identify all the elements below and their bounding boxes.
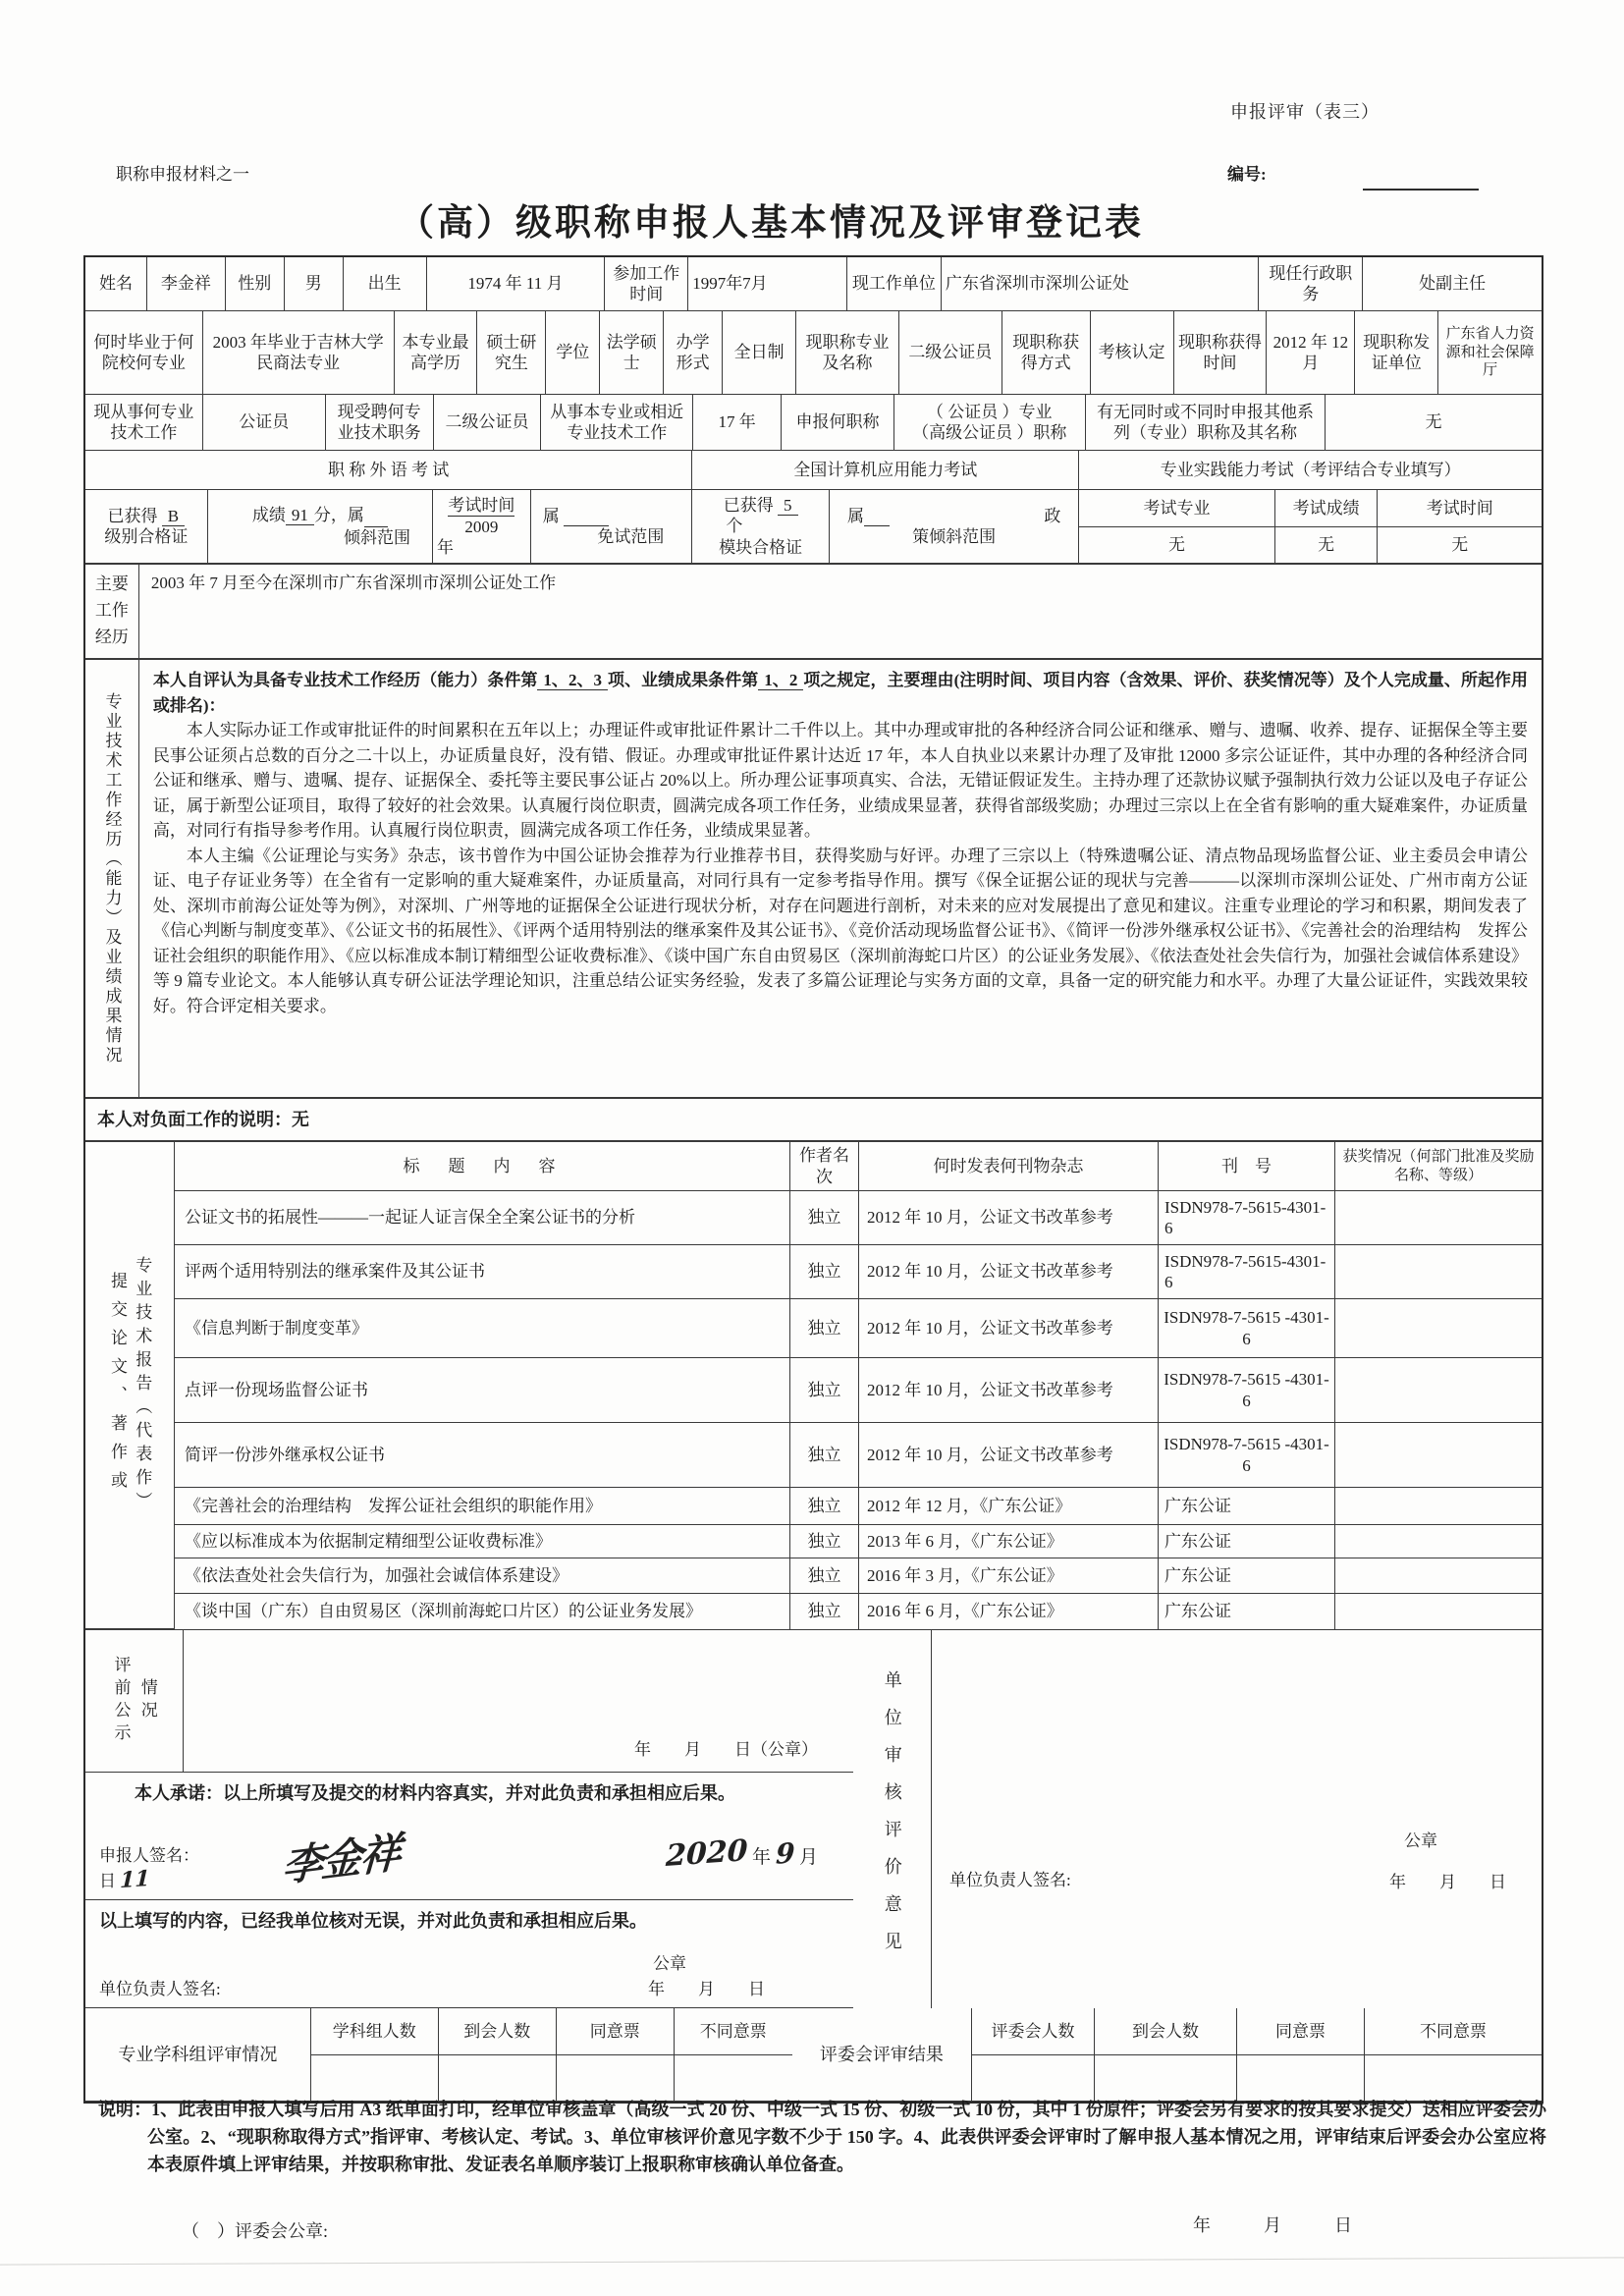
- practice-score-label: 考试成绩: [1275, 490, 1378, 527]
- papers-col-title: 标 题 内 容: [175, 1142, 790, 1191]
- publicity-label-sub: 情况: [137, 1678, 157, 1723]
- foreign-score-cell: 成绩 91 分，属 倾斜范围: [208, 490, 433, 565]
- other-series-label: 有无同时或不同时申报其他系列（专业）职称及其名称: [1086, 395, 1326, 451]
- paper-title: 《依法查处社会失信行为，加强社会诚信体系建设》: [175, 1558, 790, 1594]
- committee-agree-value: [1237, 2055, 1365, 2102]
- promise-text: 本人承诺：以上所填写及提交的材料内容真实，并对此负责和承担相应后果。: [135, 1783, 735, 1803]
- title-name-value: 二级公证员: [899, 311, 1002, 395]
- unit-audit-date-line: 年 月 日: [1389, 1872, 1506, 1891]
- negative-note: 本人对负面工作的说明：无: [85, 1099, 1542, 1142]
- work-years-label: 从事本专业或相近专业技术工作: [541, 395, 693, 451]
- achievement-paragraph-1: 本人实际办证工作或审批证件的时间累积在五年以上；办理证件或审批证件累计二千件以上。其中办理或审批的各种经济合同公证和继承、赠与、遗嘱、收养、提存、证据保全等主要民事公证须占总数的百分之二十以上，办证质量良好，没有错、假证。办理或审批证件累计达近 17 年，本人自执业以来累计办理了及审批 12000 多宗公证证件，其中办理的各种经济合同公证和继承、赠与、遗嘱、提存、证据保全、委托等主要民事公证占 20%以上。所办理公证事项真实、合法，无错证假证发生。主持办理了还款协议赋予强制执行效力公证以及电子存证公证，属于新型公证项目，取得了较好的社会效果。认真履行岗位职责，圆满完成各项工作任务，业绩成果显著，获得省部级奖励；办理过三宗以上在全省有影响的重大疑难案件，办证质量高，对同行有指导参考作用。认真履行岗位职责，圆满完成各项工作任务，业绩成果显著。: [152, 721, 1528, 840]
- title-time-value: 2012 年 12 月: [1267, 311, 1355, 395]
- paper-author: 独立: [790, 1594, 859, 1630]
- group-members-value: [311, 2055, 439, 2102]
- papers-header-row: [175, 1142, 1542, 1191]
- committee-seal-label: （ ）评委会公章:: [182, 2221, 329, 2241]
- group-disagree-header: 不同意票: [675, 2008, 792, 2055]
- paper-author: 独立: [790, 1245, 859, 1299]
- other-series-value: 无: [1326, 395, 1542, 451]
- paper-award: [1335, 1488, 1542, 1525]
- work-history-label: 主要工作经历: [85, 565, 139, 660]
- unit-confirm-sign-label: 单位负责人签名:: [99, 1979, 221, 1998]
- paper-row: [175, 1358, 1542, 1423]
- row-education: [85, 311, 1542, 395]
- module-count-value: 5: [778, 496, 798, 516]
- paper-title: 简评一份涉外继承权公证书: [175, 1423, 790, 1488]
- condition-nums-2: 1、2: [758, 671, 803, 690]
- unit-audit-sign-label: 单位负责人签名:: [949, 1870, 1071, 1889]
- papers-sidebar-inner: 专业技术报告（代表作）: [133, 1255, 152, 1515]
- graduation-label: 何时毕业于何院校何专业: [85, 311, 203, 395]
- publicity-row: [85, 1630, 853, 1773]
- publicity-label: [85, 1630, 184, 1773]
- publicity-label-main: 评前公示: [111, 1656, 131, 1746]
- apply-title-line2: （高级公证员 ）职称: [912, 423, 1067, 442]
- instructions-note: 说明：1、此表由申报人填写后用 A3 纸单面打印，经单位审核盖章（高级一式 20 份、中级一式 15 份、初级一式 10 份，其中 1 份原件；评委会另有要求的按其要求提交）送相应评委会办公室。2、“现职称取得方式”指评审、考核认定、考试。3、单位审核评价意见字数不少于 150 字。4、此表供评委会评审时了解申报人基本情况之用，评审结束后评委会办公室应将本表原件填上评审结果，并按职称审批、发证表名单顺序装订上报职称审核确认单位备查。: [98, 2100, 1546, 2174]
- foreign-cert-cell: 已获得 B 级别合格证: [85, 490, 208, 565]
- admin-post-label: 现任行政职务: [1259, 257, 1363, 311]
- promise-date: 2020 年 9 月: [665, 1832, 818, 1874]
- row-work-history: [85, 565, 1542, 660]
- paper-award: [1335, 1191, 1542, 1245]
- paper-publish: 2012 年 10 月，公证文书改革参考: [859, 1423, 1159, 1488]
- paper-row: [175, 1299, 1542, 1358]
- school-mode-value: 全日制: [723, 311, 796, 395]
- practice-subject-cell: [1079, 490, 1274, 565]
- group-review-label: 专业学科组评审情况: [85, 2008, 311, 2102]
- paper-row: [175, 1191, 1542, 1245]
- foreign-exam-header: 职 称 外 语 考 试: [85, 451, 692, 490]
- title-way-value: 考核认定: [1091, 311, 1174, 395]
- graduation-value: 2003 年毕业于吉林大学民商法专业: [203, 311, 395, 395]
- cert-level-value: B: [162, 507, 185, 526]
- scan-artifact-line: [0, 2257, 1624, 2265]
- paper-author: 独立: [790, 1423, 859, 1488]
- row-current-work: [85, 395, 1542, 451]
- condition-nums-1: 1、2、3: [537, 671, 608, 690]
- exam-time-value: 2009: [464, 517, 499, 536]
- name-label: 姓名: [85, 257, 147, 311]
- practice-subject-value: 无: [1168, 535, 1186, 555]
- unit-audit-seal-label: 公章: [1404, 1831, 1437, 1850]
- group-agree-value: [557, 2055, 675, 2102]
- publicity-content: [184, 1630, 853, 1773]
- unit-confirm-date-line: 年 月 日: [648, 1979, 765, 1998]
- paper-award: [1335, 1525, 1542, 1558]
- work-history-value: 2003 年 7 月至今在深圳市广东省深圳市深圳公证处工作: [139, 565, 1542, 660]
- paper-award: [1335, 1299, 1542, 1358]
- row-achievement: [85, 660, 1542, 1099]
- paper-issue: ISDN978-7-5615 -4301-6: [1159, 1423, 1335, 1488]
- paper-title: 《谈中国（广东）自由贸易区（深圳前海蛇口片区）的公证业务发展》: [175, 1594, 790, 1630]
- unit-confirm-text: 以上填写的内容，已经我单位核对无误，并对此负责和承担相应后果。: [99, 1911, 647, 1931]
- paper-issue: 广东公证: [1159, 1594, 1335, 1630]
- achievement-paragraph-2: 本人主编《公证理论与实务》杂志，该书曾作为中国公证协会推荐为行业推荐书目，获得奖励与好评。办理了三宗以上（特殊遗嘱公证、清点物品现场监督公证、业主委员会申请公证、电子存证业务等）在全省有一定影响的重大疑难案件，办证质量高，对同行具有一定参考指导作用。撰写《保全证据公证的现状与完善———以深圳市深圳公证处、广州市南方公证处、深圳市前海公证处等为例》，对深圳、广州等地的证据保全公证进行现状分析，对存在问题进行剖析，对未来的应对发展提出了意见和建议。注重专业理论的学习和积累，期间发表了《信心判断与制度变革》、《公证文书的拓展性》、《评两个适用特别法的继承案件及其公证书》、《竞价活动现场监督公证书》、《简评一份涉外继承权公证书》、《完善社会的治理结构 发挥公证社会组织的职能作用》、《应以标准成本制订精细型公证收费标准》、《谈中国广东自由贸易区（深圳前海蛇口片区）的公证业务发展》、《依法查处社会失信行为，加强社会诚信体系建设》等 9 篇专业论文。本人能够认真专研公证法学理论知识，注重总结公证实务经验，发表了多篇公证理论与实务方面的文章，具备一定的研究能力和水平。办理了大量公证证件，实践效果较好。符合评定相关要求。: [152, 846, 1528, 1015]
- degree-value: 法学硕士: [600, 311, 664, 395]
- paper-row: [175, 1594, 1542, 1630]
- paper-publish: 2013 年 6 月，《广东公证》: [859, 1525, 1159, 1558]
- paper-title: 《信息判断于制度变革》: [175, 1299, 790, 1358]
- unit-confirm-cell: [85, 1900, 853, 2008]
- group-present-header: 到会人数: [439, 2008, 557, 2055]
- policy-cell: 属 政 策倾斜范围: [830, 490, 1079, 565]
- exempt-cell: 属 免试范围: [531, 490, 693, 565]
- practice-score-cell: [1275, 490, 1379, 565]
- papers-sidebar-label: [85, 1142, 175, 1630]
- promise-cell: [85, 1773, 853, 1900]
- unit-audit-label: 单位审核评价意见: [853, 1630, 932, 2008]
- committee-members-header: 评委会人数: [972, 2008, 1095, 2055]
- paper-row: [175, 1558, 1542, 1594]
- promise-row: [85, 1773, 853, 1900]
- paper-publish: 2012 年 10 月，公证文书改革参考: [859, 1299, 1159, 1358]
- paper-title: 点评一份现场监督公证书: [175, 1358, 790, 1423]
- paper-award: [1335, 1245, 1542, 1299]
- row-negative-note: [85, 1099, 1542, 1142]
- school-mode-label: 办学形式: [664, 311, 723, 395]
- group-members-header: 学科组人数: [311, 2008, 439, 2055]
- applicant-signature-handwritten: 李金祥: [281, 1827, 401, 1891]
- unit-confirm-seal-label: 公章: [653, 1953, 686, 1973]
- title-issuer-value: 广东省人力资源和社会保障厅: [1438, 311, 1542, 395]
- paper-issue: ISDN978-7-5615 -4301-6: [1159, 1358, 1335, 1423]
- paper-publish: 2016 年 3 月，《广东公证》: [859, 1558, 1159, 1594]
- registration-table: [83, 255, 1543, 2104]
- paper-title: 公证文书的拓展性———一起证人证言保全全案公证书的分析: [175, 1191, 790, 1245]
- committee-present-value: [1095, 2055, 1237, 2102]
- joined-label: 参加工作时间: [605, 257, 688, 311]
- paper-issue: 广东公证: [1159, 1558, 1335, 1594]
- papers-col-award: 获奖情况（何部门批准及奖励名称、等级）: [1335, 1142, 1542, 1191]
- paper-publish: 2012 年 10 月，公证文书改革参考: [859, 1245, 1159, 1299]
- form-title: （高）级职称申报人基本情况及评审登记表: [398, 203, 1144, 244]
- paper-issue: ISDN978-7-5615-4301-6: [1159, 1191, 1335, 1245]
- paper-row: [175, 1245, 1542, 1299]
- achievement-label: 专业技术工作经历（能力）及业绩成果情况: [85, 660, 139, 1099]
- committee-present-header: 到会人数: [1095, 2008, 1237, 2055]
- row-identity: [85, 257, 1542, 311]
- review-tables-row: [85, 2008, 1542, 2102]
- paper-author: 独立: [790, 1299, 859, 1358]
- gender-value: 男: [285, 257, 344, 311]
- unit-confirm-row: [85, 1900, 853, 2008]
- signoff-left-column: [85, 1630, 853, 2008]
- practice-time-value: 无: [1451, 535, 1469, 555]
- paper-row: [175, 1423, 1542, 1488]
- footer-date-line: 年 月 日: [1193, 2215, 1352, 2235]
- paper-author: 独立: [790, 1488, 859, 1525]
- employer-value: 广东省深圳市深圳公证处: [942, 257, 1260, 311]
- computer-exam-header: 全国计算机应用能力考试: [692, 451, 1079, 490]
- committee-members-value: [972, 2055, 1095, 2102]
- title-name-label: 现职称专业及名称: [796, 311, 899, 395]
- committee-review-label: 评委会评审结果: [792, 2008, 972, 2102]
- paper-title: 《应以标准成本为依据制定精细型公证收费标准》: [175, 1525, 790, 1558]
- apply-title-line1: （ 公证员 ）专业: [927, 402, 1053, 421]
- serial-blank-line: [1363, 189, 1479, 191]
- signoff-band: [85, 1630, 1542, 2008]
- committee-disagree-header: 不同意票: [1365, 2008, 1542, 2055]
- score-value: 91: [286, 506, 314, 525]
- paper-row: [175, 1488, 1542, 1525]
- current-work-label: 现从事何专业技术工作: [85, 395, 203, 451]
- gender-label: 性别: [226, 257, 285, 311]
- committee-disagree-value: [1365, 2055, 1542, 2102]
- title-way-label: 现职称获得方式: [1002, 311, 1091, 395]
- apply-title-label: 申报何职称: [782, 395, 894, 451]
- papers-sidebar-outer: 提交论文、著作或: [108, 1271, 127, 1500]
- apply-title-value: [894, 395, 1086, 451]
- serial-number-label: 编号:: [1227, 165, 1267, 184]
- education-value: 硕士研究生: [477, 311, 546, 395]
- applicant-sign-label: 申报人签名： 日 11: [99, 1846, 199, 1893]
- paper-author: 独立: [790, 1525, 859, 1558]
- row-exam-details: [85, 490, 1542, 565]
- paper-publish: 2012 年 10 月，公证文书改革参考: [859, 1191, 1159, 1245]
- practice-score-value: 无: [1318, 535, 1335, 555]
- papers-col-issue: 刊 号: [1159, 1142, 1335, 1191]
- publicity-date-line: 年 月 日（公章）: [634, 1739, 818, 1759]
- paper-title: 评两个适用特别法的继承案件及其公证书: [175, 1245, 790, 1299]
- title-time-label: 现职称获得时间: [1174, 311, 1268, 395]
- group-agree-header: 同意票: [557, 2008, 675, 2055]
- committee-agree-header: 同意票: [1237, 2008, 1365, 2055]
- paper-award: [1335, 1594, 1542, 1630]
- practice-exam-header: 专业实践能力考试（考评结合专业填写）: [1079, 451, 1542, 490]
- papers-col-author: 作者名次: [790, 1142, 859, 1191]
- paper-award: [1335, 1358, 1542, 1423]
- paper-issue: 广东公证: [1159, 1525, 1335, 1558]
- current-work-value: 公证员: [203, 395, 326, 451]
- papers-table: [175, 1142, 1542, 1630]
- paper-publish: 2016 年 6 月，《广东公证》: [859, 1594, 1159, 1630]
- birth-value: 1974 年 11 月: [427, 257, 606, 311]
- name-value: 李金祥: [147, 257, 226, 311]
- work-years-value: 17 年: [693, 395, 782, 451]
- month-handwritten: 9: [775, 1835, 795, 1871]
- papers-section: [85, 1142, 1542, 1630]
- degree-label: 学位: [546, 311, 600, 395]
- paper-row: [175, 1525, 1542, 1558]
- material-note: 职称申报材料之一: [116, 165, 249, 184]
- paper-title: 《完善社会的治理结构 发挥公证社会组织的职能作用》: [175, 1488, 790, 1525]
- title-issuer-label: 现职称发证单位: [1355, 311, 1438, 395]
- group-disagree-value: [675, 2055, 792, 2102]
- paper-issue: ISDN978-7-5615 -4301-6: [1159, 1299, 1335, 1358]
- education-label: 本专业最高学历: [395, 311, 478, 395]
- practice-time-cell: [1378, 490, 1542, 565]
- practice-time-label: 考试时间: [1378, 490, 1542, 527]
- unit-audit-section: [853, 1630, 1545, 2008]
- paper-author: 独立: [790, 1558, 859, 1594]
- computer-module-cell: 已获得 5 个 模块合格证: [692, 490, 830, 565]
- unit-audit-content: [932, 1630, 1545, 2008]
- paper-issue: ISDN978-7-5615-4301-6: [1159, 1245, 1335, 1299]
- row-exam-headers: [85, 451, 1542, 490]
- employer-label: 现工作单位: [847, 257, 942, 311]
- admin-post-value: 处副主任: [1363, 257, 1542, 311]
- achievement-intro: 本人自评认为具备专业技术工作经历（能力）条件第 1、2、3 项、业绩成果条件第 1、2 项之规定，主要理由(注明时间、项目内容（含效果、评价、获奖情况等）及个人完成量、所起作用或排名)：: [152, 671, 1529, 715]
- achievement-content: [139, 660, 1542, 1099]
- paper-publish: 2012 年 10 月，公证文书改革参考: [859, 1358, 1159, 1423]
- group-present-value: [439, 2055, 557, 2102]
- paper-author: 独立: [790, 1358, 859, 1423]
- paper-award: [1335, 1558, 1542, 1594]
- committee-review-table: [972, 2008, 1542, 2102]
- day-handwritten: 11: [119, 1865, 151, 1893]
- papers-col-publish: 何时发表何刊物杂志: [859, 1142, 1159, 1191]
- birth-label: 出生: [344, 257, 427, 311]
- practice-subject-label: 考试专业: [1079, 490, 1273, 527]
- year-handwritten: 2020: [665, 1832, 748, 1874]
- paper-author: 独立: [790, 1191, 859, 1245]
- current-post-label: 现受聘何专业技术职务: [326, 395, 434, 451]
- joined-value: 1997年7月: [688, 257, 847, 311]
- paper-award: [1335, 1423, 1542, 1488]
- paper-publish: 2012 年 12 月，《广东公证》: [859, 1488, 1159, 1525]
- exam-time-cell: 考试时间 2009 年: [433, 490, 531, 565]
- current-post-value: 二级公证员: [434, 395, 542, 451]
- form-tag: 申报评审（表三）: [1230, 102, 1380, 122]
- paper-issue: 广东公证: [1159, 1488, 1335, 1525]
- group-review-table: [311, 2008, 792, 2102]
